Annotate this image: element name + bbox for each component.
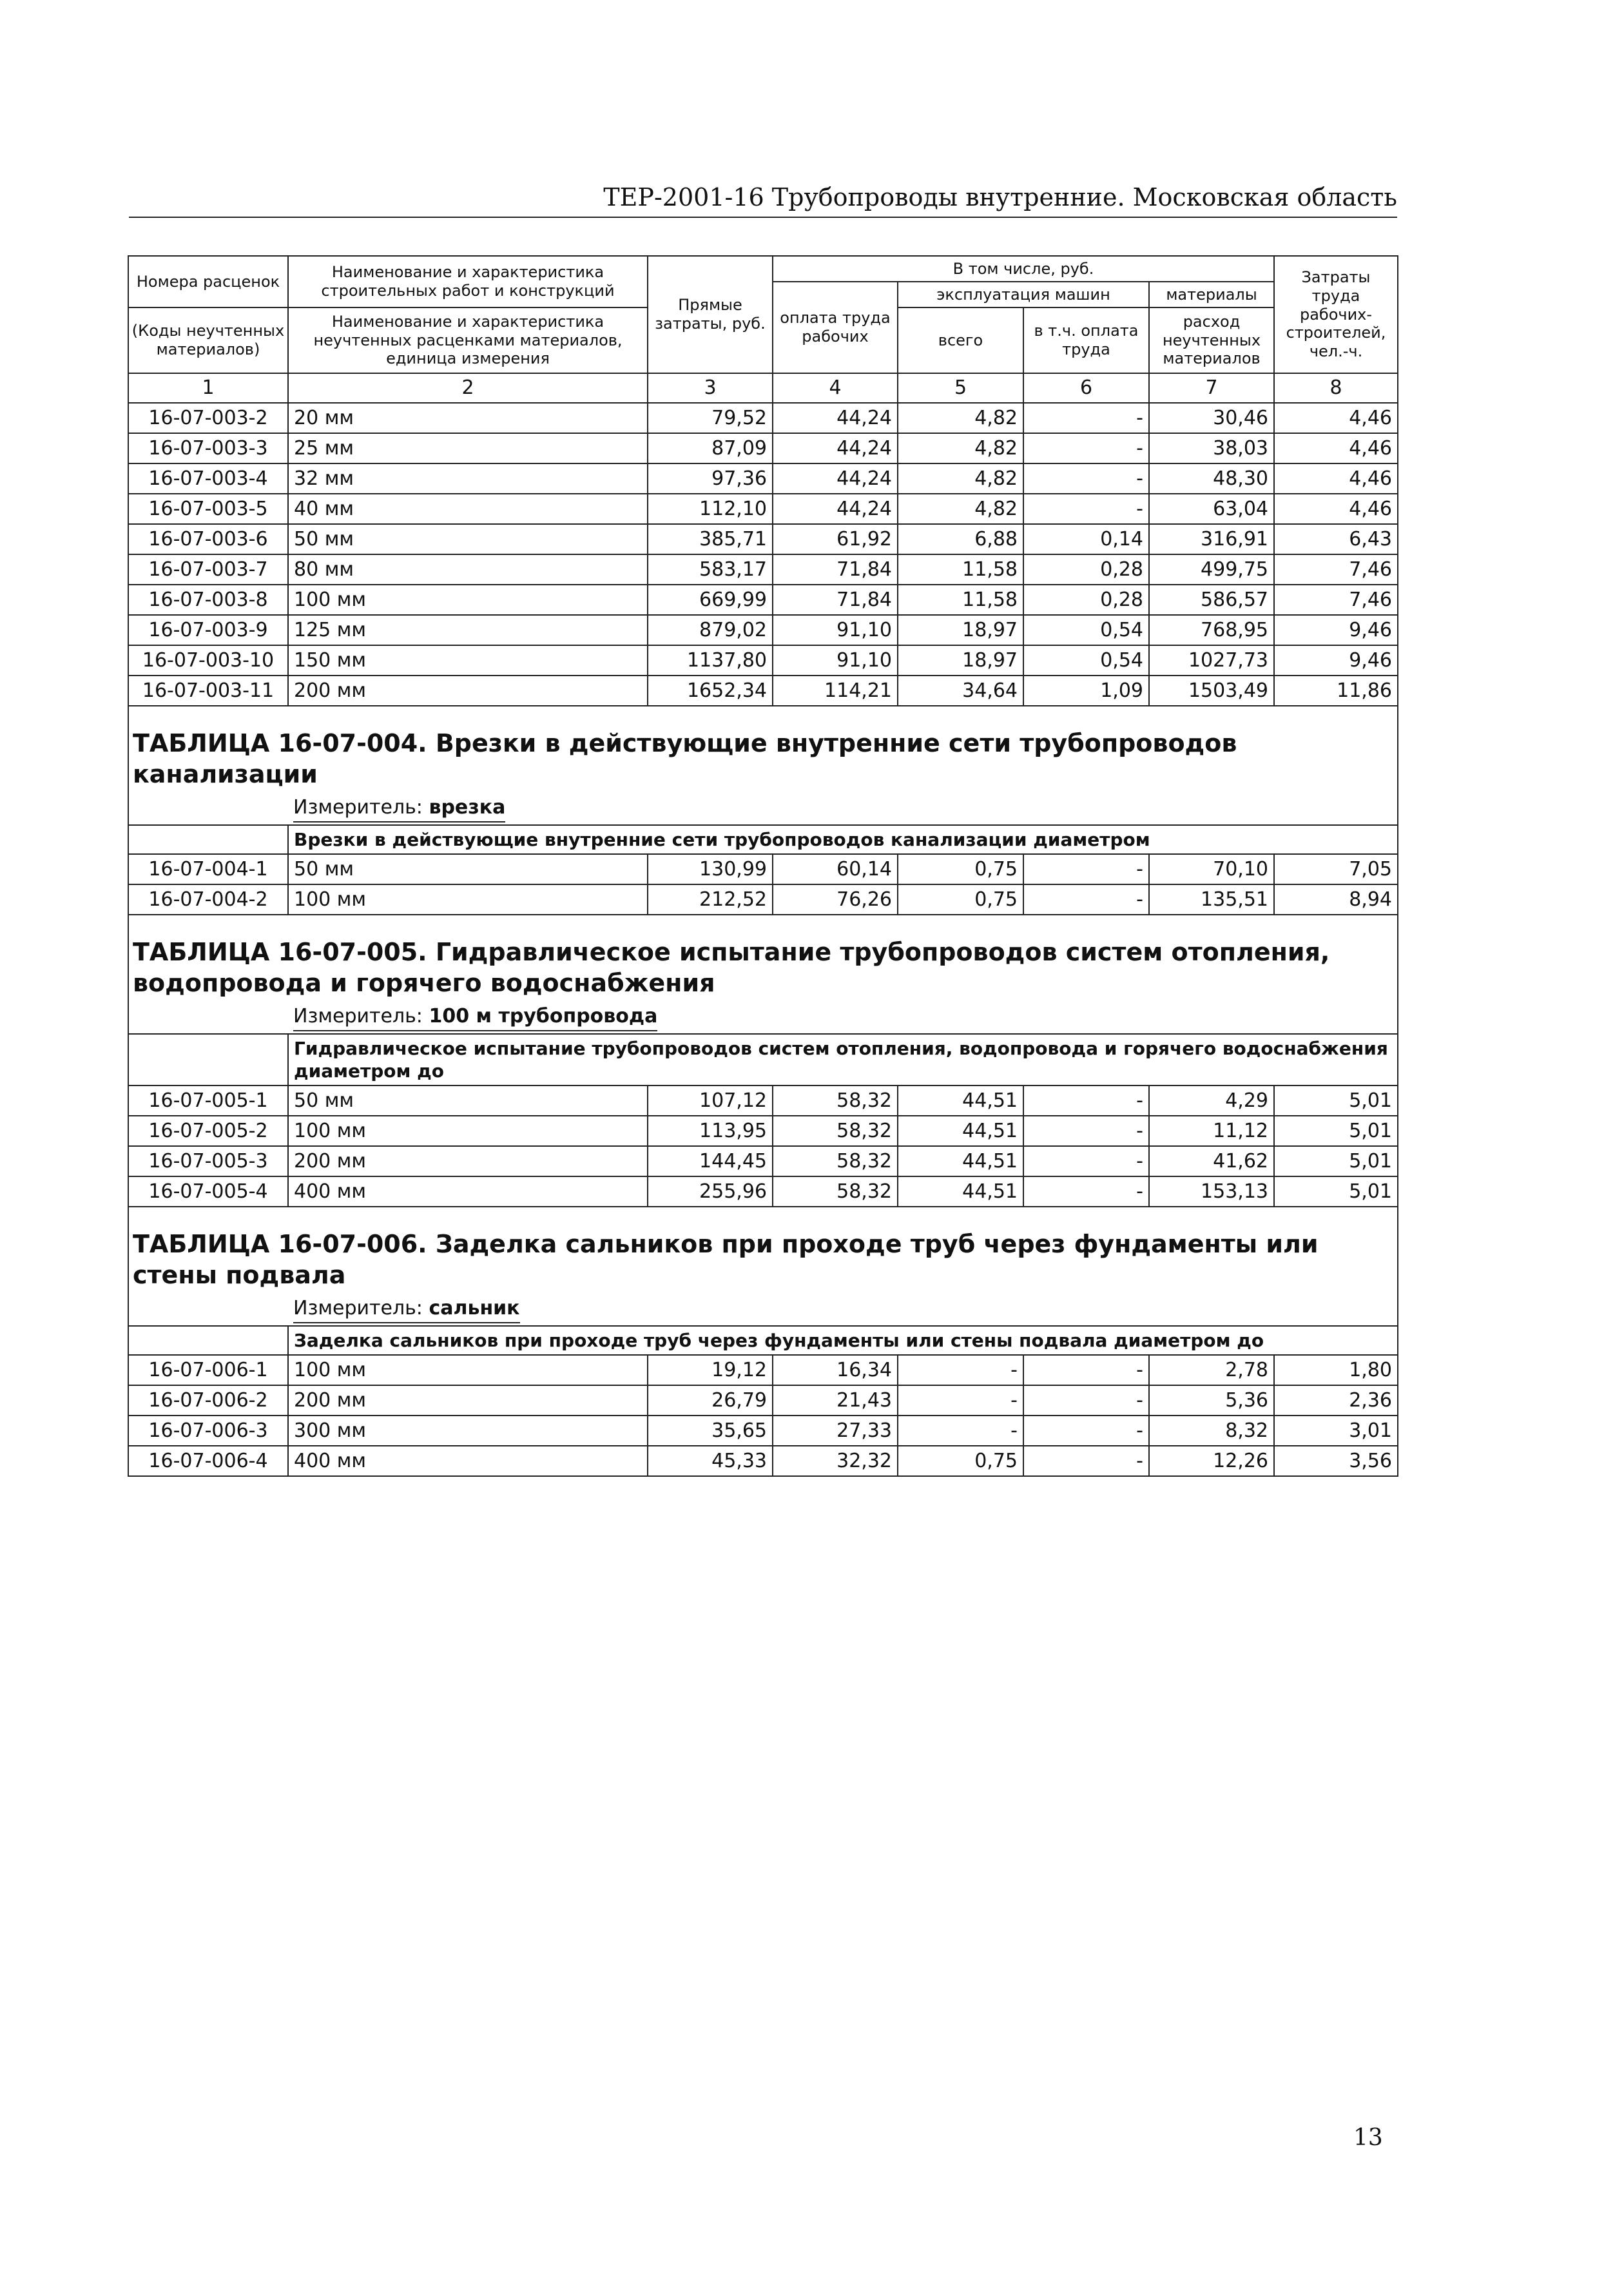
table-row	[128, 1355, 1398, 1385]
wages: 114,21	[773, 676, 898, 706]
rate-code: 16-07-003-5	[128, 494, 288, 524]
table-row	[128, 403, 1398, 433]
machines-wages: 0,54	[1023, 645, 1149, 676]
measure-value: врезка	[429, 796, 506, 819]
page-number: 13	[1353, 2125, 1383, 2151]
page-header	[129, 178, 1397, 218]
work-name: 400 мм	[288, 1446, 648, 1476]
col-header-direct-costs: Прямые затраты, руб.	[648, 256, 773, 373]
section-title: ТАБЛИЦА 16-07-006. Заделка сальников при проходе труб через фундаменты или стены подвала	[128, 1207, 1398, 1293]
rate-code: 16-07-003-2	[128, 403, 288, 433]
machines-total: 0,75	[898, 854, 1023, 884]
machines-total: 44,51	[898, 1146, 1023, 1176]
section-title: ТАБЛИЦА 16-07-005. Гидравлическое испытание трубопроводов систем отопления, водопровода и горячего водоснабжения	[128, 915, 1398, 1001]
labor-hours: 7,46	[1274, 585, 1398, 615]
table-row	[128, 854, 1398, 884]
labor-hours: 6,43	[1274, 524, 1398, 554]
labor-hours: 3,01	[1274, 1416, 1398, 1446]
rate-code: 16-07-003-7	[128, 554, 288, 585]
wages: 71,84	[773, 585, 898, 615]
column-number: 5	[898, 373, 1023, 403]
materials-usage: 70,10	[1149, 854, 1274, 884]
wages: 58,32	[773, 1085, 898, 1116]
subheader-row	[128, 1326, 1398, 1355]
section-title-row	[128, 706, 1398, 792]
machines-total: 11,58	[898, 585, 1023, 615]
wages: 16,34	[773, 1355, 898, 1385]
rate-code: 16-07-006-4	[128, 1446, 288, 1476]
work-name: 50 мм	[288, 854, 648, 884]
machines-wages: -	[1023, 854, 1149, 884]
materials-usage: 11,12	[1149, 1116, 1274, 1146]
rate-code: 16-07-003-3	[128, 433, 288, 463]
machines-wages: -	[1023, 403, 1149, 433]
measure-label: Измеритель:	[293, 1005, 429, 1028]
measure-cell	[288, 792, 1398, 825]
wages: 27,33	[773, 1416, 898, 1446]
measure-label: Измеритель:	[293, 796, 429, 819]
work-name: 50 мм	[288, 1085, 648, 1116]
direct-costs: 1652,34	[648, 676, 773, 706]
machines-total: 4,82	[898, 433, 1023, 463]
rate-code: 16-07-006-1	[128, 1355, 288, 1385]
work-name: 100 мм	[288, 1116, 648, 1146]
wages: 44,24	[773, 403, 898, 433]
rate-code: 16-07-003-4	[128, 463, 288, 494]
table-row	[128, 1116, 1398, 1146]
measure-cell	[288, 1293, 1398, 1326]
machines-total: -	[898, 1355, 1023, 1385]
work-name: 20 мм	[288, 403, 648, 433]
machines-total: 4,82	[898, 463, 1023, 494]
table-row	[128, 1416, 1398, 1446]
wages: 44,24	[773, 463, 898, 494]
direct-costs: 26,79	[648, 1385, 773, 1416]
rates-table	[128, 255, 1398, 1477]
wages: 32,32	[773, 1446, 898, 1476]
col-header-materials: материалы	[1149, 282, 1274, 307]
column-number: 1	[128, 373, 288, 403]
measure-spacer	[128, 792, 288, 825]
materials-usage: 30,46	[1149, 403, 1274, 433]
machines-total: 6,88	[898, 524, 1023, 554]
materials-usage: 2,78	[1149, 1355, 1274, 1385]
wages: 44,24	[773, 494, 898, 524]
subheader: Заделка сальников при проходе труб через фундаменты или стены подвала диаметром до	[288, 1326, 1398, 1355]
machines-wages: -	[1023, 1176, 1149, 1207]
machines-wages: -	[1023, 1416, 1149, 1446]
machines-total: 34,64	[898, 676, 1023, 706]
col-header-wages: оплата труда рабочих	[773, 282, 898, 373]
labor-hours: 5,01	[1274, 1146, 1398, 1176]
machines-total: 0,75	[898, 884, 1023, 915]
measure-unit	[293, 1004, 657, 1031]
table-row	[128, 494, 1398, 524]
machines-total: 44,51	[898, 1176, 1023, 1207]
machines-total: 0,75	[898, 1446, 1023, 1476]
labor-hours: 4,46	[1274, 433, 1398, 463]
rate-code: 16-07-003-10	[128, 645, 288, 676]
section-title-row	[128, 915, 1398, 1001]
col-header-machines-wages: в т.ч. оплата труда	[1023, 307, 1149, 373]
rates-table-container	[128, 255, 1397, 1477]
wages: 91,10	[773, 645, 898, 676]
materials-usage: 1503,49	[1149, 676, 1274, 706]
machines-total: 4,82	[898, 403, 1023, 433]
machines-wages: -	[1023, 1085, 1149, 1116]
direct-costs: 97,36	[648, 463, 773, 494]
machines-wages: -	[1023, 884, 1149, 915]
column-numbers-row	[128, 373, 1398, 403]
rate-code: 16-07-003-11	[128, 676, 288, 706]
labor-hours: 9,46	[1274, 645, 1398, 676]
col-header-codes: Номера расценок	[128, 256, 288, 307]
labor-hours: 8,94	[1274, 884, 1398, 915]
materials-usage: 5,36	[1149, 1385, 1274, 1416]
materials-usage: 12,26	[1149, 1446, 1274, 1476]
labor-hours: 4,46	[1274, 494, 1398, 524]
header-row-1	[128, 256, 1398, 282]
column-number: 7	[1149, 373, 1274, 403]
column-number: 6	[1023, 373, 1149, 403]
materials-usage: 499,75	[1149, 554, 1274, 585]
labor-hours: 4,46	[1274, 403, 1398, 433]
work-name: 25 мм	[288, 433, 648, 463]
labor-hours: 4,46	[1274, 463, 1398, 494]
measure-value: сальник	[429, 1297, 520, 1320]
col-header-name-sub: Наименование и характеристика неучтенных расценками материалов, единица измерения	[288, 307, 648, 373]
col-header-machines: эксплуатация машин	[898, 282, 1149, 307]
rate-code: 16-07-005-4	[128, 1176, 288, 1207]
materials-usage: 8,32	[1149, 1416, 1274, 1446]
direct-costs: 107,12	[648, 1085, 773, 1116]
labor-hours: 5,01	[1274, 1085, 1398, 1116]
column-number: 3	[648, 373, 773, 403]
document-title: ТЕР-2001-16 Трубопроводы внутренние. Московская область	[603, 183, 1397, 211]
work-name: 100 мм	[288, 1355, 648, 1385]
machines-wages: 0,14	[1023, 524, 1149, 554]
rate-code: 16-07-004-2	[128, 884, 288, 915]
direct-costs: 79,52	[648, 403, 773, 433]
materials-usage: 153,13	[1149, 1176, 1274, 1207]
subheader: Гидравлическое испытание трубопроводов систем отопления, водопровода и горячего водоснабжения диаметром до	[288, 1034, 1398, 1085]
direct-costs: 385,71	[648, 524, 773, 554]
materials-usage: 38,03	[1149, 433, 1274, 463]
direct-costs: 144,45	[648, 1146, 773, 1176]
labor-hours: 3,56	[1274, 1446, 1398, 1476]
subheader: Врезки в действующие внутренние сети трубопроводов канализации диаметром	[288, 825, 1398, 854]
wages: 60,14	[773, 854, 898, 884]
direct-costs: 879,02	[648, 615, 773, 645]
machines-total: -	[898, 1416, 1023, 1446]
col-header-machines-total: всего	[898, 307, 1023, 373]
materials-usage: 768,95	[1149, 615, 1274, 645]
work-name: 150 мм	[288, 645, 648, 676]
subheader-spacer	[128, 1326, 288, 1355]
column-number: 8	[1274, 373, 1398, 403]
machines-wages: 0,28	[1023, 585, 1149, 615]
materials-usage: 586,57	[1149, 585, 1274, 615]
measure-row	[128, 1001, 1398, 1034]
direct-costs: 35,65	[648, 1416, 773, 1446]
rate-code: 16-07-005-3	[128, 1146, 288, 1176]
table-row	[128, 884, 1398, 915]
table-row	[128, 554, 1398, 585]
machines-total: 44,51	[898, 1116, 1023, 1146]
col-header-materials-usage: расход неучтенных материалов	[1149, 307, 1274, 373]
measure-cell	[288, 1001, 1398, 1034]
work-name: 200 мм	[288, 1146, 648, 1176]
labor-hours: 1,80	[1274, 1355, 1398, 1385]
labor-hours: 9,46	[1274, 615, 1398, 645]
wages: 76,26	[773, 884, 898, 915]
table-row	[128, 676, 1398, 706]
materials-usage: 316,91	[1149, 524, 1274, 554]
measure-unit	[293, 1296, 520, 1323]
measure-row	[128, 792, 1398, 825]
measure-spacer	[128, 1293, 288, 1326]
work-name: 50 мм	[288, 524, 648, 554]
work-name: 200 мм	[288, 1385, 648, 1416]
subheader-spacer	[128, 1034, 288, 1085]
table-row	[128, 615, 1398, 645]
wages: 58,32	[773, 1146, 898, 1176]
materials-usage: 135,51	[1149, 884, 1274, 915]
machines-total: 18,97	[898, 615, 1023, 645]
work-name: 125 мм	[288, 615, 648, 645]
table-row	[128, 1176, 1398, 1207]
machines-wages: -	[1023, 433, 1149, 463]
work-name: 40 мм	[288, 494, 648, 524]
machines-wages: -	[1023, 1355, 1149, 1385]
measure-row	[128, 1293, 1398, 1326]
direct-costs: 669,99	[648, 585, 773, 615]
materials-usage: 41,62	[1149, 1146, 1274, 1176]
machines-wages: -	[1023, 1116, 1149, 1146]
table-row	[128, 433, 1398, 463]
table-row	[128, 463, 1398, 494]
machines-total: -	[898, 1385, 1023, 1416]
rate-code: 16-07-005-2	[128, 1116, 288, 1146]
measure-unit	[293, 795, 505, 823]
direct-costs: 112,10	[648, 494, 773, 524]
machines-total: 11,58	[898, 554, 1023, 585]
direct-costs: 87,09	[648, 433, 773, 463]
table-row	[128, 1085, 1398, 1116]
measure-value: 100 м трубопровода	[429, 1005, 658, 1028]
materials-usage: 1027,73	[1149, 645, 1274, 676]
wages: 58,32	[773, 1116, 898, 1146]
labor-hours: 7,05	[1274, 854, 1398, 884]
direct-costs: 212,52	[648, 884, 773, 915]
work-name: 200 мм	[288, 676, 648, 706]
machines-wages: 1,09	[1023, 676, 1149, 706]
rate-code: 16-07-006-2	[128, 1385, 288, 1416]
direct-costs: 255,96	[648, 1176, 773, 1207]
table-row	[128, 1446, 1398, 1476]
work-name: 100 мм	[288, 585, 648, 615]
machines-wages: -	[1023, 1446, 1149, 1476]
col-header-labor-hours: Затраты труда рабочих-строителей, чел.-ч.	[1274, 256, 1398, 373]
subheader-row	[128, 1034, 1398, 1085]
machines-wages: -	[1023, 1385, 1149, 1416]
machines-wages: -	[1023, 463, 1149, 494]
work-name: 400 мм	[288, 1176, 648, 1207]
wages: 21,43	[773, 1385, 898, 1416]
rate-code: 16-07-004-1	[128, 854, 288, 884]
column-number: 4	[773, 373, 898, 403]
section-title-row	[128, 1207, 1398, 1293]
wages: 61,92	[773, 524, 898, 554]
wages: 58,32	[773, 1176, 898, 1207]
col-header-group: В том числе, руб.	[773, 256, 1274, 282]
labor-hours: 5,01	[1274, 1116, 1398, 1146]
subheader-spacer	[128, 825, 288, 854]
rate-code: 16-07-003-6	[128, 524, 288, 554]
col-header-codes-sub: (Коды неучтенных материалов)	[128, 307, 288, 373]
work-name: 100 мм	[288, 884, 648, 915]
labor-hours: 2,36	[1274, 1385, 1398, 1416]
labor-hours: 11,86	[1274, 676, 1398, 706]
table-row	[128, 524, 1398, 554]
machines-total: 18,97	[898, 645, 1023, 676]
machines-wages: -	[1023, 494, 1149, 524]
machines-wages: -	[1023, 1146, 1149, 1176]
work-name: 300 мм	[288, 1416, 648, 1446]
machines-wages: 0,28	[1023, 554, 1149, 585]
table-row	[128, 585, 1398, 615]
rate-code: 16-07-003-8	[128, 585, 288, 615]
work-name: 80 мм	[288, 554, 648, 585]
table-row	[128, 1385, 1398, 1416]
labor-hours: 5,01	[1274, 1176, 1398, 1207]
table-row	[128, 645, 1398, 676]
materials-usage: 48,30	[1149, 463, 1274, 494]
wages: 71,84	[773, 554, 898, 585]
measure-spacer	[128, 1001, 288, 1034]
wages: 91,10	[773, 615, 898, 645]
col-header-name: Наименование и характеристика строительных работ и конструкций	[288, 256, 648, 307]
subheader-row	[128, 825, 1398, 854]
direct-costs: 113,95	[648, 1116, 773, 1146]
direct-costs: 583,17	[648, 554, 773, 585]
machines-wages: 0,54	[1023, 615, 1149, 645]
rate-code: 16-07-005-1	[128, 1085, 288, 1116]
column-number: 2	[288, 373, 648, 403]
direct-costs: 19,12	[648, 1355, 773, 1385]
wages: 44,24	[773, 433, 898, 463]
materials-usage: 63,04	[1149, 494, 1274, 524]
machines-total: 4,82	[898, 494, 1023, 524]
section-title: ТАБЛИЦА 16-07-004. Врезки в действующие внутренние сети трубопроводов канализации	[128, 706, 1398, 792]
rate-code: 16-07-003-9	[128, 615, 288, 645]
direct-costs: 45,33	[648, 1446, 773, 1476]
labor-hours: 7,46	[1274, 554, 1398, 585]
work-name: 32 мм	[288, 463, 648, 494]
machines-total: 44,51	[898, 1085, 1023, 1116]
rate-code: 16-07-006-3	[128, 1416, 288, 1446]
table-row	[128, 1146, 1398, 1176]
materials-usage: 4,29	[1149, 1085, 1274, 1116]
direct-costs: 1137,80	[648, 645, 773, 676]
measure-label: Измеритель:	[293, 1297, 429, 1320]
direct-costs: 130,99	[648, 854, 773, 884]
